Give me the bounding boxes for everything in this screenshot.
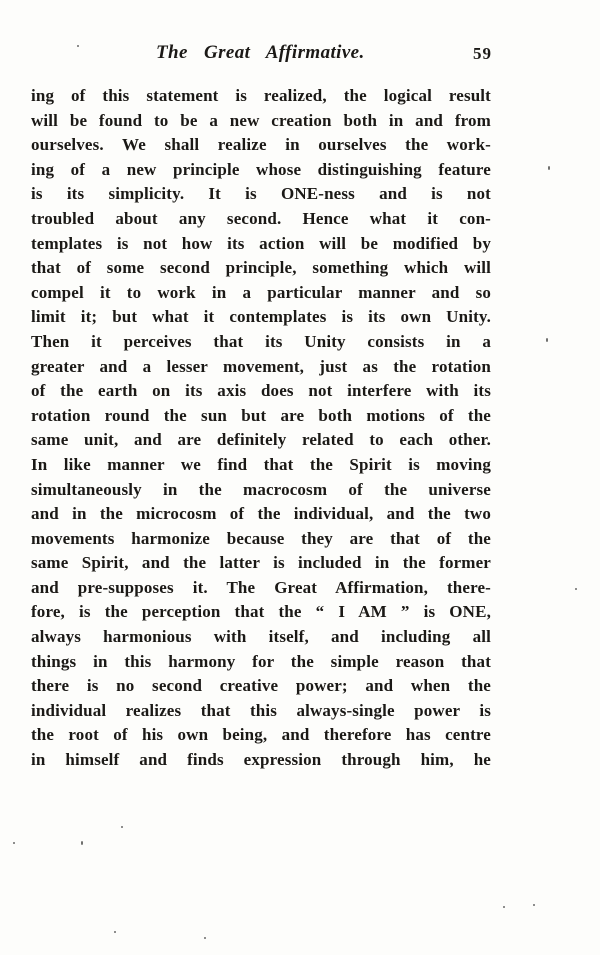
scan-speck — [121, 826, 123, 828]
scan-speck — [548, 166, 550, 170]
text-line: things in this harmony for the simple reason that — [31, 651, 491, 671]
text-line: and in the microcosm of the individual, and the two — [31, 504, 491, 524]
text-line: In like manner we find that the Spirit is moving — [31, 454, 491, 474]
text-line: the root of his own being, and therefore has centre — [31, 725, 491, 745]
text-line: Then it perceives that its Unity consists in a — [31, 331, 491, 351]
text-line: fore, is the perception that the “ I AM ” is ONE, — [31, 602, 491, 622]
scan-speck — [81, 841, 83, 845]
text-line: that of some second principle, something which will — [31, 258, 491, 278]
text-line: same unit, and are definitely related to each other. — [31, 430, 491, 450]
text-line: same Spirit, and the latter is included in the former — [31, 553, 491, 573]
text-line: movements harmonize because they are that of the — [31, 528, 491, 548]
text-line: in himself and finds expression through him, he — [31, 750, 491, 770]
scan-speck — [503, 906, 505, 908]
text-line: troubled about any second. Hence what it con- — [31, 208, 491, 228]
page-number: 59 — [473, 44, 492, 63]
text-line: ing of this statement is realized, the logical result — [31, 86, 491, 105]
text-line: ourselves. We shall realize in ourselves the work- — [31, 135, 491, 155]
text-line: of the earth on its axis does not interfere with its — [31, 381, 491, 401]
scan-speck — [533, 904, 535, 906]
text-line: there is no second creative power; and when the — [31, 676, 491, 696]
text-line: rotation round the sun but are both motions of the — [31, 405, 491, 425]
scan-speck — [114, 931, 116, 933]
scan-speck — [204, 937, 206, 939]
page-body — [31, 84, 491, 773]
scan-speck — [575, 588, 577, 590]
scan-speck — [77, 45, 79, 47]
text-line: individual realizes that this always-single power is — [31, 700, 491, 720]
text-line: compel it to work in a particular manner and so — [31, 282, 491, 302]
text-line: simultaneously in the macrocosm of the universe — [31, 479, 491, 499]
page-header — [0, 42, 600, 72]
scan-speck — [546, 338, 548, 342]
text-line: will be found to be a new creation both in and from — [31, 110, 491, 130]
running-title: The Great Affirmative. — [156, 42, 365, 63]
text-line: limit it; but what it contemplates is its own Unity. — [31, 307, 491, 327]
text-line: templates is not how its action will be modified by — [31, 233, 491, 253]
text-line: and pre-supposes it. The Great Affirmation, there- — [31, 577, 491, 597]
text-line: always harmonious with itself, and including all — [31, 627, 491, 647]
text-line: is its simplicity. It is ONE-ness and is not — [31, 184, 491, 204]
scan-speck — [13, 842, 15, 844]
text-line: greater and a lesser movement, just as the rotation — [31, 356, 491, 376]
text-line: ing of a new principle whose distinguishing feature — [31, 159, 491, 179]
